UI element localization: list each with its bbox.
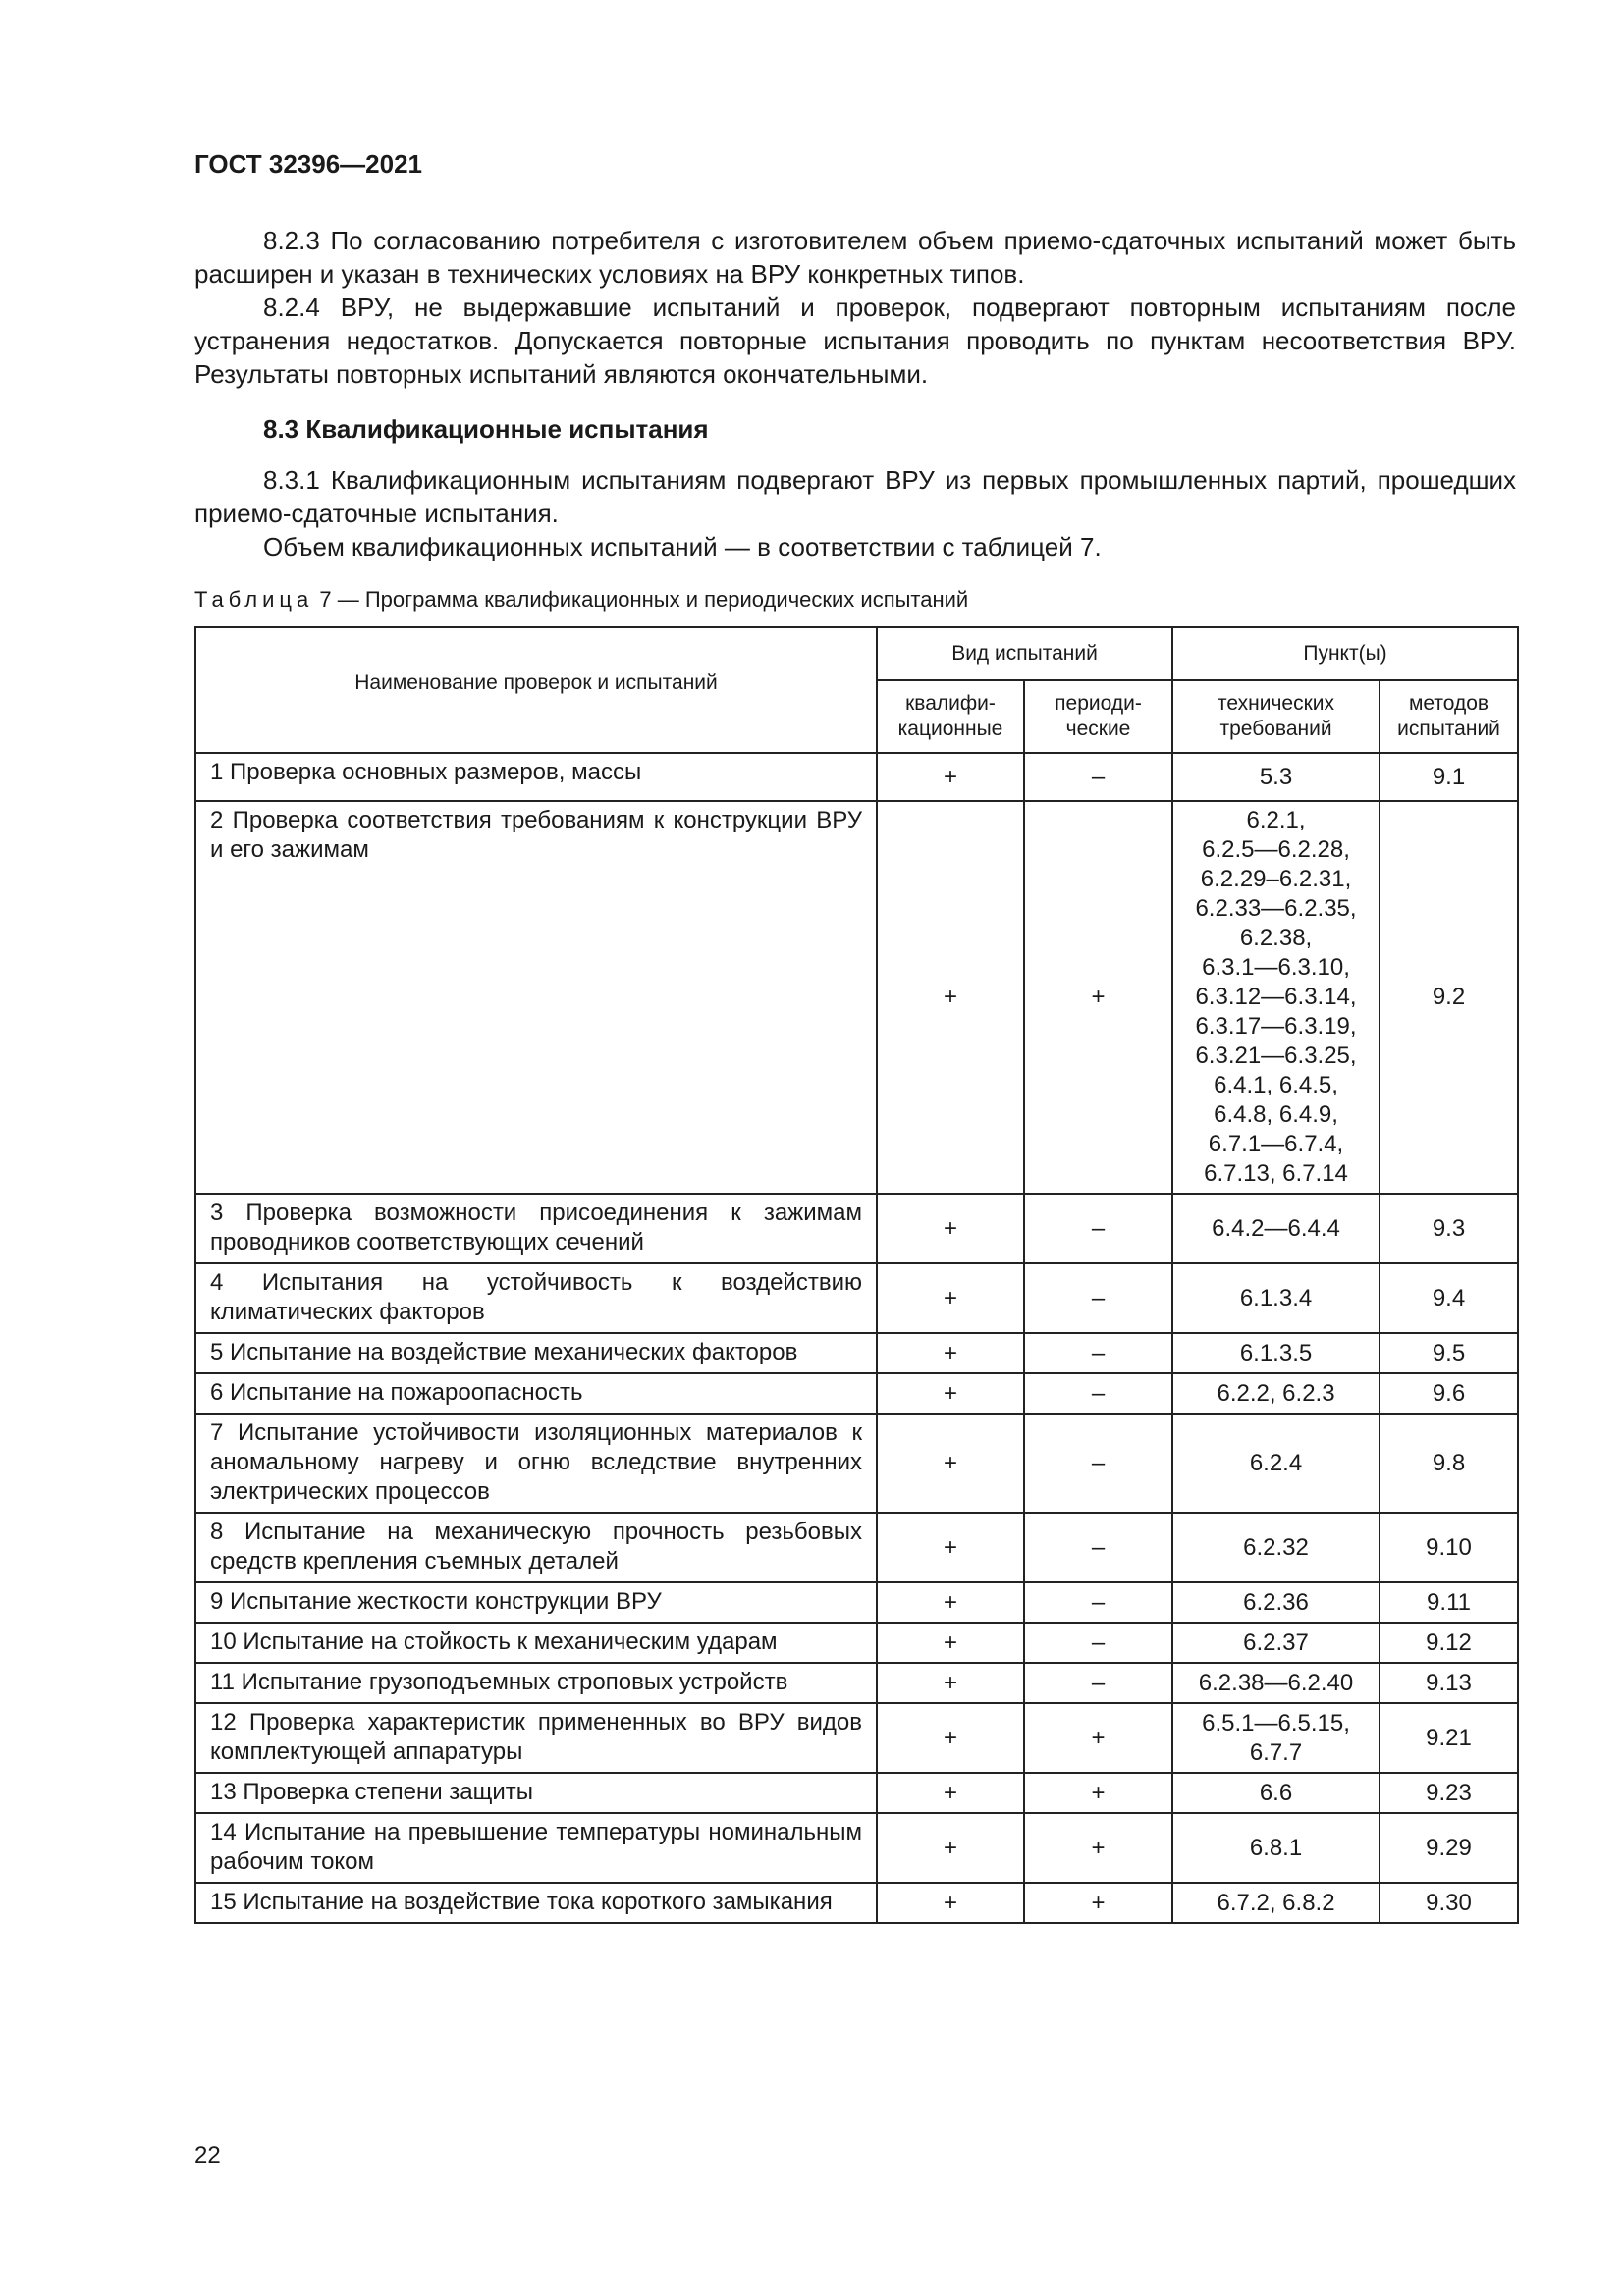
cell-requirements: 6.1.3.5 — [1172, 1333, 1380, 1373]
cell-qualification: + — [877, 1703, 1024, 1773]
cell-test-name: 7 Испытание устойчивости изоляционных материалов к аномальному нагреву и огню вследствие внутренних электрических процессов — [195, 1414, 877, 1513]
page-number: 22 — [194, 2142, 221, 2168]
cell-periodic: – — [1024, 1373, 1172, 1414]
body-text — [194, 224, 1516, 563]
cell-methods: 9.6 — [1380, 1373, 1518, 1414]
cell-methods: 9.30 — [1380, 1883, 1518, 1923]
cell-qualification: + — [877, 1513, 1024, 1582]
table-row — [195, 1813, 1518, 1883]
table-row — [195, 1333, 1518, 1373]
cell-methods: 9.11 — [1380, 1582, 1518, 1623]
paragraph-8-3-1: 8.3.1 Квалификационным испытаниям подвергают ВРУ из первых промышленных партий, прошедших приемо-сдаточные испытания. — [194, 465, 1516, 528]
header-test-type: Вид испытаний — [877, 627, 1172, 680]
table-caption-label: Таблица — [194, 587, 314, 612]
cell-requirements: 6.1.3.4 — [1172, 1263, 1380, 1333]
cell-periodic: + — [1024, 1883, 1172, 1923]
cell-periodic: – — [1024, 1414, 1172, 1513]
cell-qualification: + — [877, 1623, 1024, 1663]
cell-methods: 9.5 — [1380, 1333, 1518, 1373]
cell-requirements: 6.2.37 — [1172, 1623, 1380, 1663]
table-row — [195, 801, 1518, 1194]
cell-requirements: 6.2.2, 6.2.3 — [1172, 1373, 1380, 1414]
cell-periodic: + — [1024, 1773, 1172, 1813]
cell-requirements: 6.2.38—6.2.40 — [1172, 1663, 1380, 1703]
header-requirements: технических требований — [1172, 680, 1380, 753]
cell-test-name: 12 Проверка характеристик примененных во ВРУ видов комплектующей аппаратуры — [195, 1703, 877, 1773]
cell-test-name: 8 Испытание на механическую прочность резьбовых средств крепления съемных деталей — [195, 1513, 877, 1582]
table-row — [195, 1513, 1518, 1582]
cell-periodic: – — [1024, 1333, 1172, 1373]
paragraph-scope-reference: Объем квалификационных испытаний — в соответствии с таблицей 7. — [263, 532, 1102, 561]
test-program-table — [194, 626, 1519, 1924]
cell-test-name: 4 Испытания на устойчивость к воздействию климатических факторов — [195, 1263, 877, 1333]
cell-methods: 9.1 — [1380, 753, 1518, 801]
table-row — [195, 1663, 1518, 1703]
table-row — [195, 1263, 1518, 1333]
table-caption-text: 7 — Программа квалификационных и периодических испытаний — [319, 587, 969, 612]
cell-qualification: + — [877, 801, 1024, 1194]
cell-test-name: 5 Испытание на воздействие механических факторов — [195, 1333, 877, 1373]
cell-periodic: – — [1024, 1263, 1172, 1333]
table-row — [195, 753, 1518, 801]
cell-test-name: 14 Испытание на превышение температуры номинальным рабочим током — [195, 1813, 877, 1883]
cell-test-name: 10 Испытание на стойкость к механическим ударам — [195, 1623, 877, 1663]
header-qualification: квалифи- кационные — [877, 680, 1024, 753]
cell-requirements: 6.7.2, 6.8.2 — [1172, 1883, 1380, 1923]
table-row — [195, 1194, 1518, 1263]
cell-periodic: + — [1024, 1703, 1172, 1773]
cell-methods: 9.21 — [1380, 1703, 1518, 1773]
cell-qualification: + — [877, 1813, 1024, 1883]
cell-test-name: 15 Испытание на воздействие тока короткого замыкания — [195, 1883, 877, 1923]
cell-qualification: + — [877, 1582, 1024, 1623]
table-row — [195, 1414, 1518, 1513]
cell-methods: 9.4 — [1380, 1263, 1518, 1333]
cell-qualification: + — [877, 753, 1024, 801]
cell-methods: 9.12 — [1380, 1623, 1518, 1663]
cell-requirements: 6.2.4 — [1172, 1414, 1380, 1513]
cell-methods: 9.13 — [1380, 1663, 1518, 1703]
cell-requirements: 6.5.1—6.5.15, 6.7.7 — [1172, 1703, 1380, 1773]
cell-periodic: – — [1024, 753, 1172, 801]
table-row — [195, 1373, 1518, 1414]
cell-test-name: 2 Проверка соответствия требованиям к конструкции ВРУ и его зажимам — [195, 801, 877, 1194]
cell-test-name: 3 Проверка возможности присоединения к зажимам проводников соответствующих сечений — [195, 1194, 877, 1263]
cell-periodic: – — [1024, 1513, 1172, 1582]
cell-requirements: 6.4.2—6.4.4 — [1172, 1194, 1380, 1263]
cell-periodic: – — [1024, 1194, 1172, 1263]
cell-periodic: – — [1024, 1663, 1172, 1703]
cell-requirements: 5.3 — [1172, 753, 1380, 801]
header-periodic: периоди- ческие — [1024, 680, 1172, 753]
cell-qualification: + — [877, 1373, 1024, 1414]
cell-requirements: 6.2.32 — [1172, 1513, 1380, 1582]
document-id-header: ГОСТ 32396—2021 — [194, 149, 422, 179]
table-row — [195, 1703, 1518, 1773]
cell-qualification: + — [877, 1773, 1024, 1813]
cell-test-name: 11 Испытание грузоподъемных строповых устройств — [195, 1663, 877, 1703]
cell-requirements: 6.2.1, 6.2.5—6.2.28, 6.2.29–6.2.31, 6.2.33—6.2.35, 6.2.38, 6.3.1—6.3.10, 6.3.12—6.3.14, 6.3.17—6.3.19, 6.3.21—6.3.25, 6.4.1, 6.4.5, 6.4.8, 6.4.9, 6.7.1—6.7.4, 6.7.13, 6.7.14 — [1172, 801, 1380, 1194]
table-row — [195, 1883, 1518, 1923]
table-row — [195, 1582, 1518, 1623]
cell-periodic: + — [1024, 801, 1172, 1194]
cell-requirements: 6.8.1 — [1172, 1813, 1380, 1883]
cell-requirements: 6.6 — [1172, 1773, 1380, 1813]
cell-requirements: 6.2.36 — [1172, 1582, 1380, 1623]
header-test-name: Наименование проверок и испытаний — [195, 627, 877, 753]
cell-periodic: + — [1024, 1813, 1172, 1883]
cell-methods: 9.23 — [1380, 1773, 1518, 1813]
cell-qualification: + — [877, 1663, 1024, 1703]
table-caption — [194, 587, 968, 613]
cell-test-name: 6 Испытание на пожароопасность — [195, 1373, 877, 1414]
cell-qualification: + — [877, 1263, 1024, 1333]
cell-periodic: – — [1024, 1582, 1172, 1623]
cell-test-name: 9 Испытание жесткости конструкции ВРУ — [195, 1582, 877, 1623]
paragraph-8-2-3: 8.2.3 По согласованию потребителя с изготовителем объем приемо-сдаточных испытаний может быть расширен и указан в технических условиях на ВРУ конкретных типов. — [194, 226, 1516, 289]
cell-qualification: + — [877, 1883, 1024, 1923]
paragraph-8-2-4: 8.2.4 ВРУ, не выдержавшие испытаний и проверок, подвергают повторным испытаниям после устранения недостатков. Допускается повторные испытания проводить по пунктам несоответствия ВРУ. Результаты повторных испытаний являются окончательными. — [194, 293, 1516, 389]
section-title: 8.3 Квалификационные испытания — [263, 414, 709, 444]
cell-periodic: – — [1024, 1623, 1172, 1663]
table-row — [195, 1623, 1518, 1663]
cell-qualification: + — [877, 1414, 1024, 1513]
cell-test-name: 13 Проверка степени защиты — [195, 1773, 877, 1813]
cell-qualification: + — [877, 1333, 1024, 1373]
cell-methods: 9.10 — [1380, 1513, 1518, 1582]
cell-methods: 9.8 — [1380, 1414, 1518, 1513]
header-clauses: Пункт(ы) — [1172, 627, 1518, 680]
header-methods: методов испытаний — [1380, 680, 1518, 753]
cell-methods: 9.29 — [1380, 1813, 1518, 1883]
cell-qualification: + — [877, 1194, 1024, 1263]
table-row — [195, 1773, 1518, 1813]
cell-methods: 9.3 — [1380, 1194, 1518, 1263]
cell-methods: 9.2 — [1380, 801, 1518, 1194]
cell-test-name: 1 Проверка основных размеров, массы — [195, 753, 877, 801]
